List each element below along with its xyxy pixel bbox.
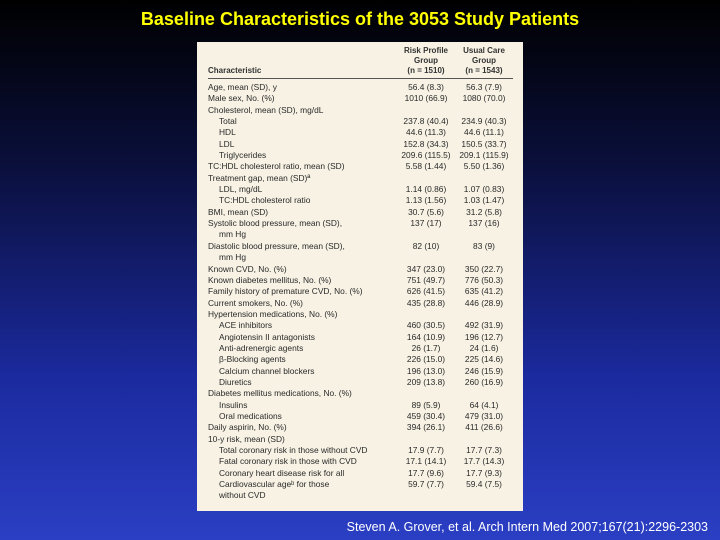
- usual-care-value: 1.07 (0.83): [463, 184, 505, 195]
- row-label: Fatal coronary risk in those with CVD: [219, 456, 357, 467]
- row-label: Current smokers, No. (%): [208, 297, 303, 308]
- usual-care-value: 150.5 (33.7): [461, 138, 507, 149]
- risk-profile-value: 89 (5.9): [411, 399, 441, 410]
- table-row: [208, 161, 513, 172]
- table-row: [208, 241, 513, 252]
- usual-care-value: 776 (50.3): [464, 274, 504, 285]
- risk-profile-value: 460 (30.5): [406, 320, 446, 331]
- row-label: Angiotensin II antagonists: [219, 331, 315, 342]
- table-row: [208, 195, 513, 206]
- risk-profile-value: 237.8 (40.4): [403, 116, 449, 127]
- table-row: [208, 422, 513, 433]
- table-row: [208, 218, 513, 229]
- row-label: Anti-adrenergic agents: [219, 342, 304, 353]
- row-label: Diuretics: [219, 376, 252, 387]
- usual-care-value: [455, 252, 513, 263]
- usual-care-value: 44.6 (11.1): [464, 127, 504, 138]
- usual-care-value: 411 (26.6): [465, 422, 503, 433]
- risk-profile-value: 59.7 (7.7): [408, 479, 444, 490]
- table-row: [208, 479, 513, 490]
- table-body: [208, 79, 513, 502]
- risk-profile-value: 751 (49.7): [406, 274, 446, 285]
- row-label: ACE inhibitors: [219, 320, 273, 331]
- table-row: [208, 332, 513, 343]
- risk-profile-value: [397, 229, 455, 240]
- risk-profile-value: 152.8 (34.3): [403, 138, 449, 149]
- row-label: LDL: [219, 138, 235, 149]
- usual-care-value: 446 (28.9): [464, 297, 504, 308]
- table-row: [208, 388, 513, 399]
- row-label: TC:HDL cholesterol ratio, mean (SD): [208, 161, 345, 172]
- usual-care-value: 350 (22.7): [464, 263, 504, 274]
- row-label: HDL: [219, 127, 236, 138]
- usual-care-value: 225 (14.6): [464, 354, 504, 365]
- usual-care-value: 246 (15.9): [464, 365, 504, 376]
- row-label: Male sex, No. (%): [208, 93, 275, 104]
- risk-profile-value: 137 (17): [410, 218, 442, 229]
- row-label: Daily aspirin, No. (%): [208, 422, 287, 433]
- usual-care-value: 479 (31.0): [464, 410, 504, 421]
- risk-profile-value: 435 (28.8): [406, 297, 446, 308]
- row-label: Coronary heart disease risk for all: [219, 467, 345, 478]
- table-row: [208, 207, 513, 218]
- risk-profile-value: [397, 309, 455, 320]
- row-label: Total: [219, 116, 237, 127]
- usual-care-value: [455, 309, 513, 320]
- risk-profile-value: 30.7 (5.6): [408, 206, 444, 217]
- risk-profile-value: 82 (10): [412, 240, 440, 251]
- row-label: 10-y risk, mean (SD): [208, 433, 285, 444]
- table-row: [208, 150, 513, 161]
- row-label: Cholesterol, mean (SD), mg/dL: [208, 104, 324, 115]
- usual-care-value: 196 (12.7): [464, 331, 504, 342]
- usual-care-value: 17.7 (14.3): [463, 456, 505, 467]
- row-label: Systolic blood pressure, mean (SD),: [208, 218, 343, 229]
- header-usual-care-group: Usual Care Group (n = 1543): [463, 46, 505, 75]
- row-label: Diabetes mellitus medications, No. (%): [208, 388, 352, 399]
- risk-profile-value: 5.58 (1.44): [405, 161, 447, 172]
- usual-care-value: 64 (4.1): [469, 399, 499, 410]
- usual-care-value: 31.2 (5.8): [466, 206, 502, 217]
- row-label: without CVD: [219, 490, 266, 501]
- risk-profile-value: [397, 173, 455, 184]
- row-label: Insulins: [219, 399, 248, 410]
- table-row: [208, 173, 513, 184]
- usual-care-value: 1.03 (1.47): [463, 195, 505, 206]
- usual-care-value: 17.7 (9.3): [466, 467, 502, 478]
- row-label: mm Hg: [219, 252, 246, 263]
- risk-profile-value: 459 (30.4): [406, 410, 446, 421]
- row-label: Known diabetes mellitus, No. (%): [208, 274, 332, 285]
- row-label: mm Hg: [219, 229, 246, 240]
- row-label: Calcium channel blockers: [219, 365, 315, 376]
- usual-care-value: [455, 229, 513, 240]
- citation-source: Steven A. Grover, et al. Arch Intern Med 2007;167(21):2296-2303: [346, 520, 708, 534]
- usual-care-value: 492 (31.9): [464, 320, 504, 331]
- risk-profile-value: 56.4 (8.3): [408, 82, 444, 92]
- usual-care-value: 17.7 (7.3): [466, 445, 502, 455]
- table-row: [208, 93, 513, 104]
- usual-care-value: 137 (16): [468, 218, 500, 229]
- risk-profile-value: 1.14 (0.86): [405, 184, 447, 195]
- table-row: [208, 490, 513, 501]
- usual-care-value: 635 (41.2): [464, 286, 504, 297]
- table-row: [208, 320, 513, 331]
- table-row: [208, 116, 513, 127]
- table-row: [208, 366, 513, 377]
- row-label: Diastolic blood pressure, mean (SD),: [208, 240, 345, 251]
- risk-profile-value: 17.1 (14.1): [405, 456, 447, 467]
- row-label: Oral medications: [219, 410, 282, 421]
- table-row: [208, 343, 513, 354]
- risk-profile-value: 17.7 (9.6): [408, 467, 444, 478]
- risk-profile-value: 17.9 (7.7): [408, 445, 444, 455]
- risk-profile-value: 226 (15.0): [406, 354, 446, 365]
- row-label: BMI, mean (SD): [208, 206, 269, 217]
- table-row: [208, 286, 513, 297]
- table-row: [208, 411, 513, 422]
- table-header: [208, 46, 513, 79]
- table-row: [208, 309, 513, 320]
- table-row: [208, 434, 513, 445]
- row-label: TC:HDL cholesterol ratio: [219, 195, 311, 206]
- table-row: [208, 456, 513, 467]
- usual-care-value: 260 (16.9): [464, 376, 504, 387]
- risk-profile-value: 44.6 (11.3): [406, 127, 446, 138]
- row-label: Treatment gap, mean (SD)ª: [208, 172, 311, 183]
- usual-care-value: [455, 434, 513, 445]
- row-label: Triglycerides: [219, 150, 267, 161]
- table-row: [208, 229, 513, 240]
- usual-care-value: 1080 (70.0): [462, 93, 506, 104]
- risk-profile-value: 1.13 (1.56): [405, 195, 447, 206]
- risk-profile-value: 394 (26.1): [406, 422, 446, 433]
- table-row: [208, 354, 513, 365]
- risk-profile-value: 164 (10.9): [406, 331, 446, 342]
- risk-profile-value: 347 (23.0): [406, 263, 446, 274]
- table-row: [208, 139, 513, 150]
- risk-profile-value: 196 (13.0): [406, 365, 446, 376]
- table-row: [208, 82, 513, 93]
- table-row: [208, 264, 513, 275]
- usual-care-value: 83 (9): [473, 240, 495, 251]
- table-row: [208, 275, 513, 286]
- row-label: Total coronary risk in those without CVD: [219, 445, 368, 455]
- risk-profile-value: 1010 (66.9): [404, 93, 448, 104]
- row-label: Known CVD, No. (%): [208, 263, 287, 274]
- risk-profile-value: 626 (41.5): [406, 286, 446, 297]
- header-risk-profile-group: Risk Profile Group (n = 1510): [403, 46, 448, 75]
- risk-profile-value: [397, 105, 455, 116]
- usual-care-value: 234.9 (40.3): [461, 116, 507, 127]
- table-row: [208, 184, 513, 195]
- table-row: [208, 445, 513, 456]
- usual-care-value: 5.50 (1.36): [463, 161, 505, 172]
- risk-profile-value: [397, 252, 455, 263]
- row-label: Cardiovascular ageᵇ for those: [219, 479, 330, 490]
- row-label: Hypertension medications, No. (%): [208, 308, 338, 319]
- risk-profile-value: [397, 490, 455, 501]
- usual-care-value: 24 (1.6): [469, 342, 499, 353]
- table-row: [208, 252, 513, 263]
- header-characteristic: Characteristic: [208, 66, 262, 75]
- usual-care-value: [455, 173, 513, 184]
- table-row: [208, 127, 513, 138]
- usual-care-value: 59.4 (7.5): [466, 479, 502, 490]
- risk-profile-value: 209.6 (115.5): [401, 150, 451, 161]
- table-row: [208, 400, 513, 411]
- usual-care-value: 56.3 (7.9): [466, 82, 502, 92]
- usual-care-value: [455, 105, 513, 116]
- risk-profile-value: 209 (13.8): [406, 376, 446, 387]
- usual-care-value: [455, 388, 513, 399]
- table-row: [208, 105, 513, 116]
- risk-profile-value: [397, 434, 455, 445]
- baseline-characteristics-table: [197, 42, 523, 511]
- table-row: [208, 298, 513, 309]
- risk-profile-value: 26 (1.7): [411, 342, 441, 353]
- row-label: Family history of premature CVD, No. (%): [208, 286, 363, 297]
- row-label: LDL, mg/dL: [219, 184, 263, 195]
- usual-care-value: [455, 490, 513, 501]
- row-label: β-Blocking agents: [219, 354, 286, 365]
- risk-profile-value: [397, 388, 455, 399]
- row-label: Age, mean (SD), y: [208, 82, 277, 92]
- slide-title: Baseline Characteristics of the 3053 Study Patients: [140, 9, 580, 29]
- table-row: [208, 468, 513, 479]
- table-row: [208, 377, 513, 388]
- usual-care-value: 209.1 (115.9): [459, 150, 509, 161]
